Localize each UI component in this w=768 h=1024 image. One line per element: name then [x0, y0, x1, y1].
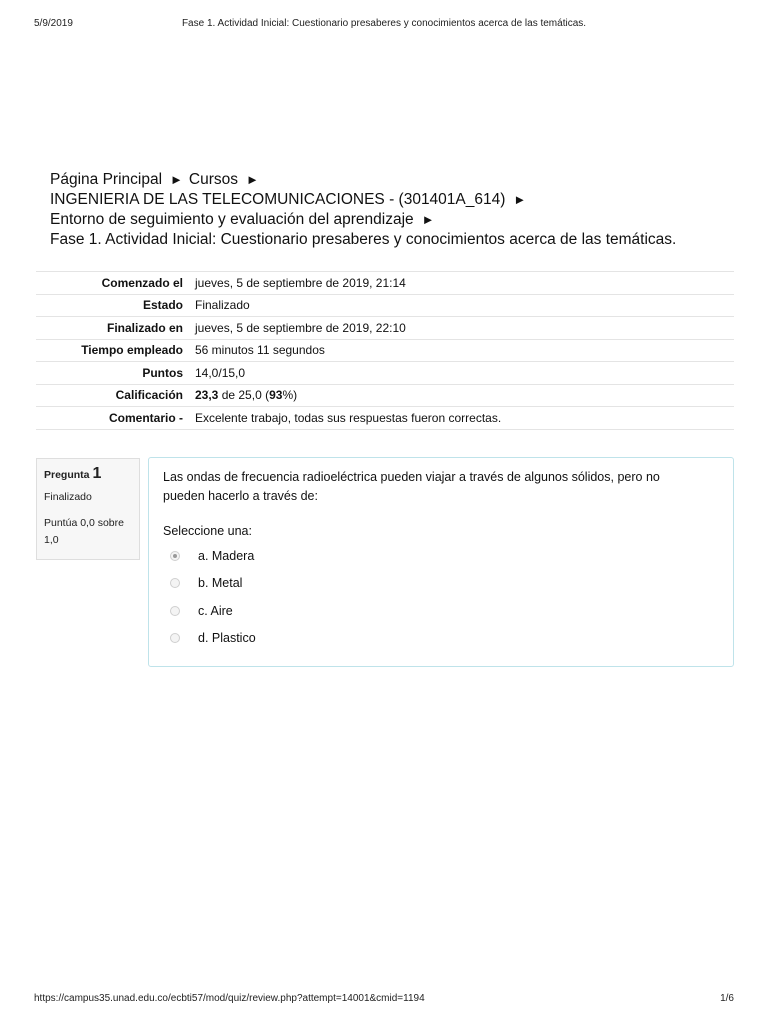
summary-row [36, 317, 734, 340]
grade-score: 23,3 [195, 388, 219, 403]
answer-option-a [163, 542, 719, 570]
breadcrumb-line [50, 170, 750, 190]
print-page-number: 1/6 [720, 993, 734, 1004]
question-mark: Puntúa 0,0 sobre 1,0 [44, 517, 124, 546]
breadcrumb-line [50, 210, 750, 230]
summary-row-comment [36, 407, 734, 430]
summary-row [36, 272, 734, 295]
triangle-right-icon: ► [170, 172, 183, 187]
radio-button[interactable] [170, 578, 180, 588]
print-doc-title: Fase 1. Actividad Inicial: Cuestionario presaberes y conocimientos acerca de las temáticas. [181, 18, 587, 29]
breadcrumb-course-link[interactable]: INGENIERIA DE LAS TELECOMUNICACIONES - (301401A_614) [50, 191, 506, 208]
breadcrumb [50, 170, 750, 250]
answer-label: b. Metal [198, 576, 243, 591]
answer-option-b [163, 570, 719, 598]
summary-value: Finalizado [195, 298, 250, 313]
triangle-right-icon: ► [513, 192, 527, 207]
summary-label: Estado [142, 298, 183, 313]
question-info-box [36, 458, 140, 560]
attempt-summary-table [36, 271, 734, 430]
answer-label: a. Madera [198, 548, 255, 563]
summary-row [36, 339, 734, 362]
question-prompt: Seleccione una: [163, 524, 252, 538]
summary-row [36, 362, 734, 385]
comment-value: Excelente trabajo, todas sus respuestas fueron correctas. [195, 410, 502, 425]
breadcrumb-section-link[interactable]: Entorno de seguimiento y evaluación del aprendizaje [50, 211, 414, 228]
summary-label: Comenzado el [101, 275, 183, 290]
summary-row-grade [36, 384, 734, 407]
radio-dot-icon [173, 554, 177, 558]
question-text: Las ondas de frecuencia radioeléctrica pueden viajar a través de algunos sólidos, pero no pueden hacerlo a través de: [163, 470, 660, 503]
answer-options [163, 542, 719, 652]
answer-option-c [163, 597, 719, 625]
answer-option-d [163, 625, 719, 653]
breadcrumb-line [50, 190, 750, 210]
question-state: Finalizado [44, 491, 92, 503]
print-footer [34, 993, 734, 1007]
print-date: 5/9/2019 [34, 18, 73, 29]
breadcrumb-home-link[interactable]: Página Principal [50, 171, 163, 188]
question-content-box [148, 457, 734, 667]
grade-percent-suffix: %) [282, 388, 298, 403]
triangle-right-icon: ► [246, 172, 259, 187]
summary-row [36, 294, 734, 317]
answer-label: c. Aire [198, 603, 233, 618]
summary-value: 14,0/15,0 [195, 365, 246, 380]
print-url: https://campus35.unad.edu.co/ecbti57/mod/quiz/review.php?attempt=14001&cmid=1194 [34, 993, 425, 1004]
radio-button-checked[interactable] [170, 551, 180, 561]
question-number: 1 [92, 465, 102, 482]
triangle-right-icon: ► [421, 212, 435, 227]
grade-of: de 25,0 ( [221, 388, 270, 403]
print-header [34, 18, 734, 32]
radio-button[interactable] [170, 633, 180, 643]
grade-percent: 93 [269, 388, 283, 403]
breadcrumb-courses-link[interactable]: Cursos [188, 171, 238, 188]
summary-value: jueves, 5 de septiembre de 2019, 22:10 [195, 320, 406, 335]
radio-button[interactable] [170, 606, 180, 616]
summary-label: Tiempo empleado [81, 343, 183, 358]
summary-label: Puntos [142, 365, 183, 380]
breadcrumb-line [50, 230, 750, 250]
breadcrumb-activity-link[interactable]: Fase 1. Actividad Inicial: Cuestionario presaberes y conocimientos acerca de las temáticas. [50, 231, 677, 248]
comment-label: Comentario - [108, 410, 183, 425]
summary-label: Finalizado en [106, 320, 183, 335]
question-heading [44, 465, 132, 483]
question-label: Pregunta [44, 469, 90, 481]
summary-value: 56 minutos 11 segundos [195, 343, 325, 358]
grade-value [191, 384, 734, 407]
summary-value: jueves, 5 de septiembre de 2019, 21:14 [195, 275, 406, 290]
grade-label: Calificación [115, 388, 183, 403]
answer-label: d. Plastico [198, 631, 256, 646]
